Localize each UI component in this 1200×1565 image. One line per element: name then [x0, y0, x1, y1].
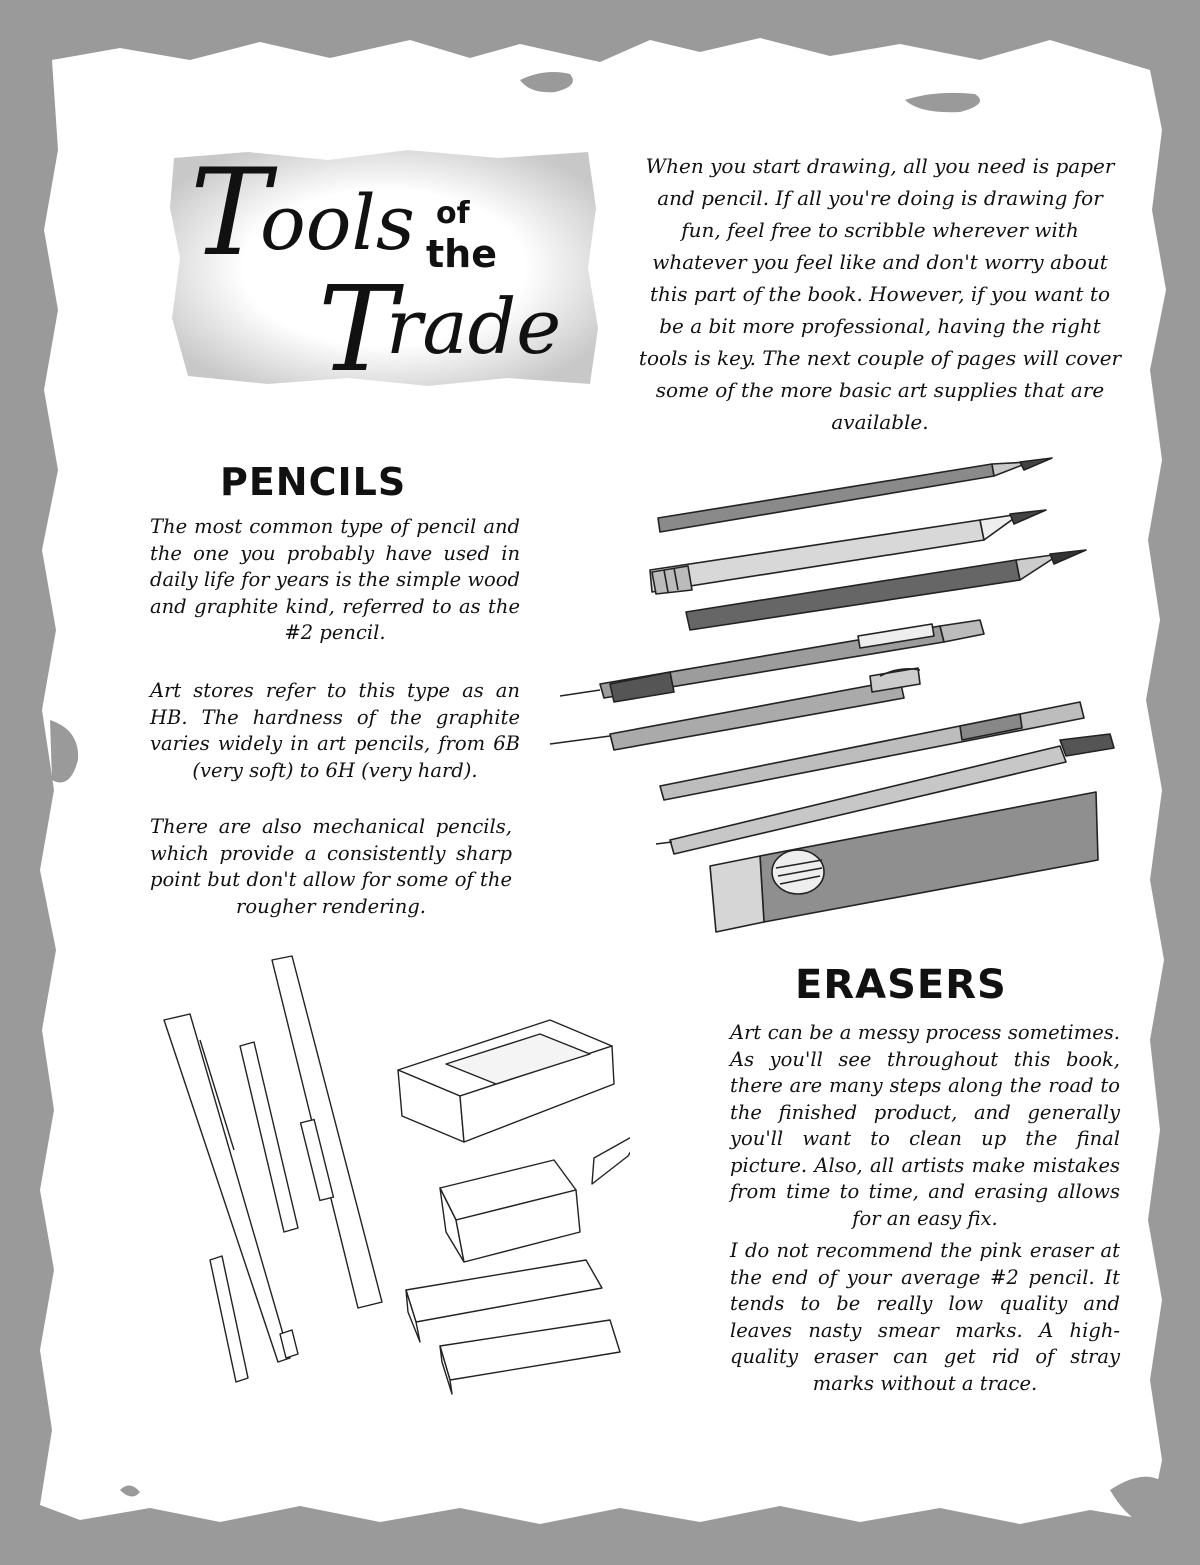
block-eraser-illustration — [398, 1020, 614, 1142]
erasers-illustration — [150, 950, 630, 1400]
pencils-paragraph: The most common type of pencil and the one you probably have used in daily life for years is the simple wood and graphite kind, referred to as the #2 pencil. — [150, 515, 520, 644]
title-word-trade: rade — [386, 282, 562, 371]
lead-case-illustration — [710, 792, 1098, 932]
title-word-the: the — [426, 232, 497, 276]
long-eraser-illustration — [440, 1320, 620, 1394]
pencils-heading: PENCILS — [220, 460, 407, 504]
block-eraser-illustration — [440, 1160, 580, 1262]
intro-paragraph: When you start drawing, all you need is paper and pencil. If all you're doing is drawing for fun, feel free to scribble wherever with whatever you feel like and don't worry about this part of the book. However, if you want to be a bit more professional, having the right tools is key. The next couple of pages will cover some of the more basic art supplies that are available. — [638, 154, 1122, 434]
title-word-tools: ools — [260, 178, 415, 267]
title-capital-t-1: T — [190, 144, 271, 283]
pencils-illustration — [540, 440, 1120, 950]
erasers-heading: ERASERS — [795, 962, 1007, 1008]
title-capital-t-2: T — [318, 260, 397, 398]
title-plaque — [168, 144, 598, 398]
kneaded-eraser-illustration — [592, 1130, 630, 1184]
retractable-eraser-illustration — [272, 956, 382, 1308]
mechanical-pencil-illustration — [560, 620, 984, 702]
pencils-paragraph: Art stores refer to this type as an HB. The hardness of the graphite varies widely in art pencils, from 6B (very soft) to 6H (very hard). — [150, 679, 520, 782]
mechanical-pencil-illustration — [550, 668, 920, 750]
erasers-paragraph: I do not recommend the pink eraser at the end of your average #2 pencil. It tends to be really low quality and leaves nasty smear marks. A high-quality eraser can get rid of stray marks without a trace. — [730, 1239, 1120, 1395]
eraser-stick-illustration — [240, 1042, 298, 1232]
title-word-of: of — [436, 196, 470, 231]
lead-stick-illustration — [210, 1256, 248, 1382]
pencils-paragraph: There are also mechanical pencils, which provide a consistently sharp point but don't allow for some of the rougher rendering. — [150, 815, 512, 918]
erasers-paragraph: Art can be a messy process sometimes. As you'll see throughout this book, there are many steps along the road to the finished product, and generally you'll want to clean up the final picture. Also, all artists make mistakes from time to time, and erasing allows for an easy fix. — [730, 1021, 1120, 1230]
